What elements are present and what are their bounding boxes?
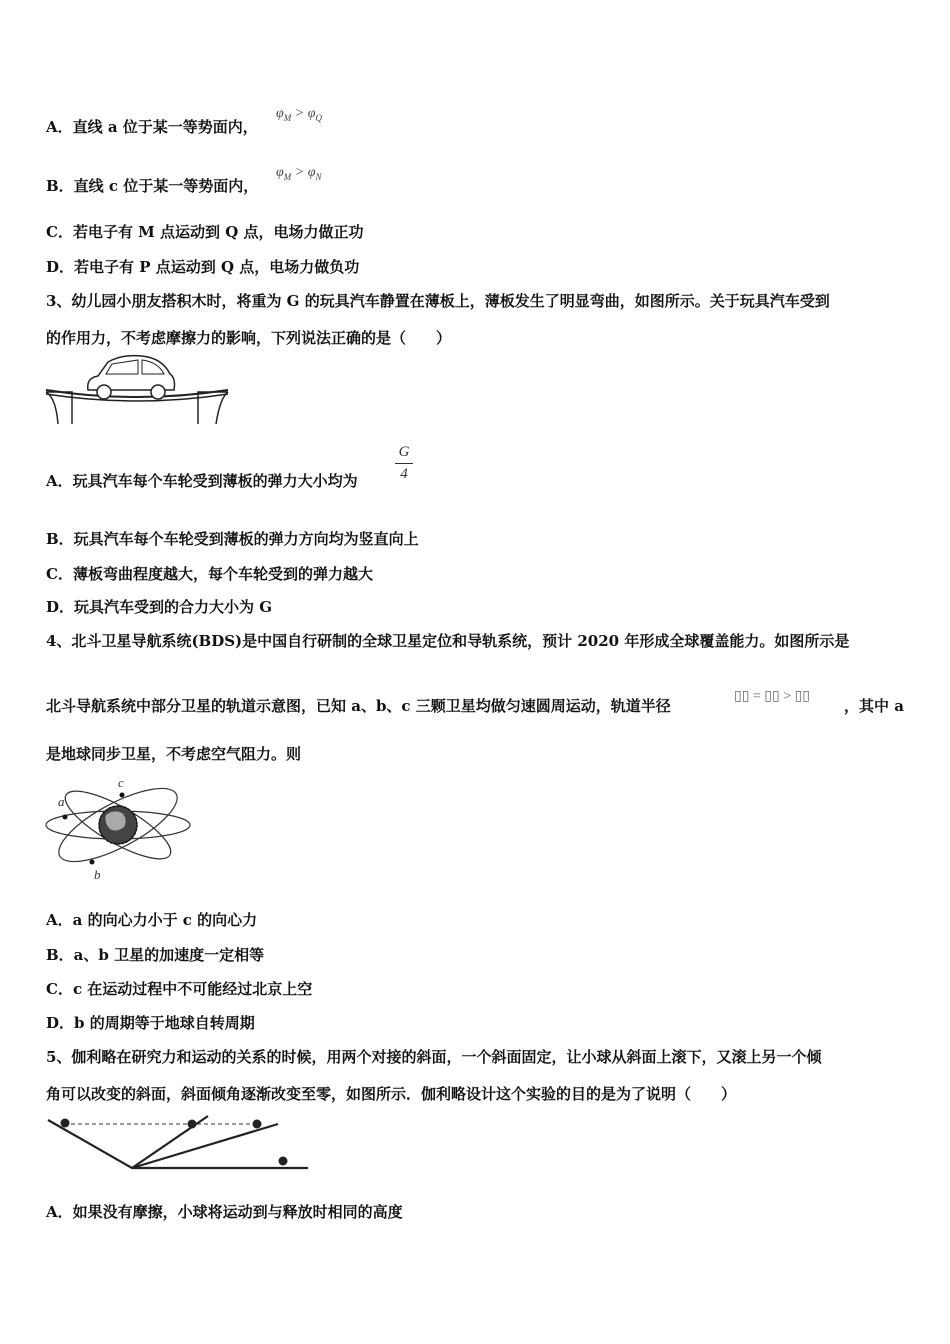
orbit-label-b: b (94, 867, 101, 882)
q4-option-a: A．a 的向心力小于 c 的向心力 (46, 911, 258, 929)
q2-option-d: D．若电子有 P 点运动到 Q 点，电场力做负功 (46, 258, 360, 276)
q3-option-c: C．薄板弯曲程度越大，每个车轮受到的弹力越大 (46, 565, 373, 583)
q5-stem-line2: 角可以改变的斜面，斜面倾角逐渐改变至零，如图所示．伽利略设计这个实验的目的是为了说明（ ） (46, 1085, 737, 1103)
q3-stem-line2: 的作用力，不考虑摩擦力的影响，下列说法正确的是（ ） (46, 329, 452, 347)
q2-option-a-math: $\varphi_M > \varphi_Q$ (276, 106, 322, 123)
q5-option-a: A．如果没有摩擦，小球将运动到与释放时相同的高度 (46, 1203, 403, 1221)
q4-option-b: B．a、b 卫星的加速度一定相等 (46, 946, 265, 964)
q2-option-c: C．若电子有 M 点运动到 Q 点，电场力做正功 (46, 223, 364, 241)
toy-car-on-board-figure (42, 352, 234, 428)
q2-option-b-math: $\varphi_M > \varphi_N$ (276, 165, 322, 182)
q3-option-a: A．玩具汽车每个车轮受到薄板的弹力大小均为 (46, 472, 358, 490)
q4-stem-line3: 是地球同步卫星，不考虑空气阻力。则 (46, 745, 302, 763)
q3-option-d: D．玩具汽车受到的合力大小为 G (46, 598, 273, 616)
q4-option-c: C．c 在运动过程中不可能经过北京上空 (46, 980, 313, 998)
q3-option-a-fraction: G 4 (395, 444, 413, 483)
q2-option-b: B．直线 c 位于某一等势面内， (46, 177, 259, 195)
galileo-inclined-planes-figure (44, 1112, 310, 1174)
q4-stem-line2-tail: ，其中 a (844, 697, 904, 715)
q3-stem-line1: 3、幼儿园小朋友搭积木时，将重为 G 的玩具汽车静置在薄板上，薄板发生了明显弯曲，如图所示。关于玩具汽车受到 (46, 292, 830, 310)
q4-radius-relation: ▯▯ = ▯▯ > ▯▯ (734, 689, 811, 704)
q4-option-d: D．b 的周期等于地球自转周期 (46, 1014, 255, 1032)
satellite-orbits-figure (40, 773, 195, 885)
q3-option-b: B．玩具汽车每个车轮受到薄板的弹力方向均为竖直向上 (46, 530, 419, 548)
q4-stem-line1: 4、北斗卫星导航系统(BDS)是中国自行研制的全球卫星定位和导轨系统，预计 2020 年形成全球覆盖能力。如图所示是 (46, 632, 850, 650)
q4-stem-line2: 北斗导航系统中部分卫星的轨道示意图，已知 a、b、c 三颗卫星均做匀速圆周运动，轨道半径 (46, 697, 671, 715)
q2-option-a: A．直线 a 位于某一等势面内， (46, 118, 258, 136)
q5-stem-line1: 5、伽利略在研究力和运动的关系的时候，用两个对接的斜面，一个斜面固定，让小球从斜面上滚下，又滚上另一个倾 (46, 1048, 822, 1066)
orbit-label-a: a (58, 794, 65, 809)
orbit-label-c: c (118, 775, 124, 790)
